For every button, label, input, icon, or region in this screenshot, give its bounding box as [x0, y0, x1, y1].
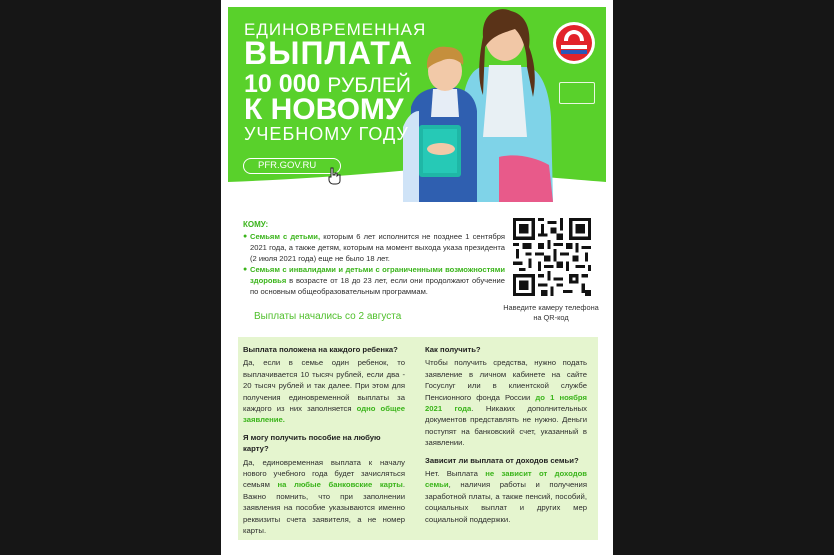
eligibility-item-children-highlight: Семьям с детьми, [250, 232, 321, 241]
faq-answer-income [425, 468, 587, 525]
faq-question-income: Зависит ли выплата от доходов семьи? [425, 455, 579, 465]
faq-answer-how-to-get-text2: . Никаких дополнительных документов представлять не нужно. Деньги поступят на банковский счет, указанный в заявлении. [425, 404, 587, 448]
faq-answer-income-text1: Нет. Выплата [425, 469, 486, 479]
faq-column-right [425, 344, 587, 531]
banner-title-line1: ЕДИНОВРЕМЕННАЯ [244, 20, 427, 39]
stamp-badge-icon [559, 82, 595, 104]
faq-question-each-child: Выплата положена на каждого ребенка? [243, 345, 398, 354]
faq-answer-how-to-get-text1: Чтобы получить средства, нужно подать заявление в личном кабинете на сайте Госуслуг или в клиентской службе Пенсионного фонда России [425, 358, 587, 402]
promo-banner [228, 7, 606, 202]
banner-amount-currency: РУБЛЕЙ [327, 74, 411, 97]
hand-cursor-icon [326, 167, 342, 185]
banner-title-line5: УЧЕБНОМУ ГОДУ [244, 124, 409, 144]
pfr-website-link[interactable]: PFR.GOV.RU [243, 158, 341, 174]
faq-answer-any-card-highlight: на любые банковские карты [277, 480, 403, 490]
banner-title-line2: ВЫПЛАТА [244, 35, 414, 71]
banner-title-line4: К НОВОМУ [244, 93, 404, 126]
qr-caption: Наведите камеру телефона на QR-код [503, 303, 599, 322]
eligibility-item-children-text: которым 6 лет исполнится не позднее 1 сентября 2021 года, а также детям, которым на момент выхода указа президента (2 июля 2021 года) еще не было 18 лет. [250, 232, 505, 263]
faq-question-any-card: Я могу получить пособие на любую карту? [243, 432, 381, 454]
faq-panel [238, 337, 598, 540]
pfr-logo-icon [552, 21, 596, 65]
faq-answer-any-card-text1: Да, единовременная выплата к началу нового учебного года будет зачисляться семьям [243, 457, 405, 490]
eligibility-title: КОМУ: [243, 220, 269, 229]
faq-question-how-to-get: Как получить? [425, 345, 481, 354]
faq-answer-how-to-get-highlight: до 1 ноября 2021 года [425, 392, 587, 414]
eligibility-section [243, 219, 505, 297]
qr-code-icon[interactable] [513, 218, 591, 296]
faq-answer-any-card [243, 457, 405, 537]
eligibility-item-children [243, 231, 505, 264]
faq-answer-income-highlight: не зависит от доходов семьи [425, 469, 588, 490]
banner-amount-value: 10 000 [244, 70, 321, 98]
faq-answer-each-child [243, 357, 405, 425]
faq-answer-any-card-text2: . Важно помнить, что при заполнении заявления на пособие указываются именно реквизиты счета заявителя, а не номер карты. [243, 480, 406, 536]
faq-column-left [243, 344, 405, 543]
faq-answer-income-text2: , наличия работы и получения заработной платы, а также пенсий, пособий, социальных выплат и других мер социальной поддержки. [425, 480, 587, 524]
eligibility-item-disabled [243, 264, 505, 297]
eligibility-item-disabled-text: в возрасте от 18 до 23 лет, если они продолжают обучение по основным общеобразовательным программам. [250, 276, 505, 296]
flyer-page [221, 0, 613, 555]
faq-answer-each-child-highlight: одно общее заявление. [243, 404, 405, 425]
faq-answer-how-to-get [425, 357, 587, 448]
faq-answer-each-child-text: Да, если в семье один ребенок, то выплачивается 10 тысяч рублей, если два - 20 тысяч рублей и так далее. При этом для получения единовременной выплаты за каждого из них заполняется [243, 358, 405, 414]
eligibility-item-disabled-highlight: Семьям с инвалидами и детьми с ограниченными возможностями здоровья [250, 265, 505, 285]
payments-start-note: Выплаты начались со 2 августа [254, 311, 402, 322]
children-with-backpacks-illustration [403, 7, 563, 202]
